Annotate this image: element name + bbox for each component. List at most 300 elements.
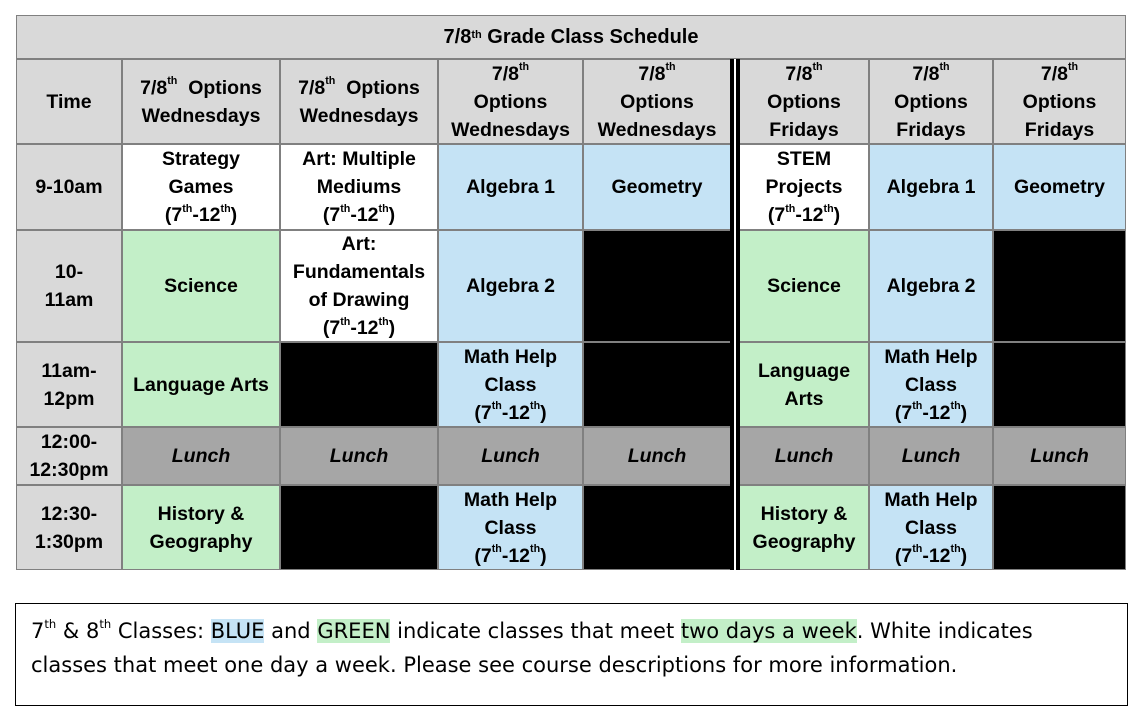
grade-to-sup: th bbox=[950, 543, 961, 556]
column-header-line bbox=[451, 60, 570, 88]
class-cell-text bbox=[753, 500, 856, 556]
class-name: Lunch bbox=[171, 445, 231, 467]
class-cell-text bbox=[133, 371, 269, 399]
grade-to-sup: th bbox=[950, 400, 961, 413]
time-slot-text bbox=[35, 173, 102, 201]
class-name: Class bbox=[904, 516, 958, 539]
grade-open-paren: ( bbox=[164, 204, 172, 226]
column-header-line-3: Fridays bbox=[1024, 118, 1095, 141]
grade-to-sup: th bbox=[823, 202, 834, 215]
time-slot-text bbox=[35, 500, 103, 556]
class-name-line bbox=[753, 528, 856, 556]
class-cell bbox=[280, 144, 438, 230]
class-cell-text bbox=[466, 272, 555, 300]
grade-open-paren: ( bbox=[322, 317, 330, 339]
column-header-line bbox=[767, 60, 841, 88]
class-cell-text bbox=[466, 173, 555, 201]
class-cell bbox=[438, 342, 583, 427]
column-header-2 bbox=[280, 59, 438, 144]
grade-open-paren: ( bbox=[894, 544, 902, 567]
column-header-line-3: Wednesdays bbox=[597, 118, 717, 141]
class-name-line bbox=[150, 528, 253, 556]
column-grade-sup: th bbox=[325, 75, 336, 88]
column-header-line bbox=[140, 74, 262, 102]
grade-dash: - bbox=[350, 204, 357, 226]
grade-range bbox=[884, 542, 977, 570]
class-cell-text bbox=[766, 145, 843, 229]
grade-range bbox=[302, 201, 416, 229]
class-name: Strategy bbox=[161, 148, 241, 170]
class-cell bbox=[739, 342, 869, 427]
class-cell bbox=[739, 144, 869, 230]
class-name-line bbox=[1014, 173, 1105, 201]
column-header-text bbox=[598, 60, 717, 144]
time-slot-label: 12:30pm bbox=[29, 459, 109, 481]
time-slot-label: 10- bbox=[54, 261, 84, 283]
column-header-line bbox=[894, 88, 968, 116]
class-name: Lunch bbox=[1030, 445, 1089, 467]
grade-dash: - bbox=[350, 317, 357, 339]
grade-close-paren: ) bbox=[833, 204, 841, 226]
class-cell-text bbox=[164, 272, 238, 300]
column-header-text bbox=[298, 74, 420, 130]
grade-to-sup: th bbox=[530, 543, 541, 556]
day-divider-line bbox=[730, 59, 734, 570]
grade-from: 7 bbox=[171, 204, 183, 226]
class-cell-text bbox=[150, 500, 253, 556]
class-cell bbox=[583, 230, 731, 342]
class-cell-text bbox=[884, 486, 977, 570]
class-cell-text bbox=[767, 272, 841, 300]
time-slot-text bbox=[41, 357, 96, 413]
column-grade-label: 7/8 bbox=[1040, 62, 1068, 85]
time-slot-cell bbox=[16, 342, 122, 427]
class-cell-text bbox=[775, 442, 834, 470]
grade-range bbox=[162, 201, 240, 229]
grade-to: 12 bbox=[356, 204, 379, 226]
time-slot-cell bbox=[16, 144, 122, 230]
legend-seven: 7 bbox=[31, 619, 45, 643]
column-header-line bbox=[298, 102, 420, 130]
grade-from-sup: th bbox=[491, 543, 502, 556]
column-header-line bbox=[767, 116, 841, 144]
class-name: History & bbox=[157, 502, 245, 525]
column-header-line bbox=[140, 102, 262, 130]
column-header-line bbox=[894, 116, 968, 144]
grade-open-paren: ( bbox=[322, 204, 330, 226]
class-name-line bbox=[775, 442, 834, 470]
column-grade-label: 7/8 bbox=[785, 62, 813, 85]
grade-dash: - bbox=[922, 544, 929, 567]
time-slot-label: 9-10am bbox=[35, 176, 103, 198]
grade-to: 12 bbox=[928, 544, 951, 567]
grade-dash: - bbox=[192, 204, 199, 226]
class-name-line bbox=[133, 371, 269, 399]
grade-to-sup: th bbox=[220, 202, 231, 215]
grade-range bbox=[464, 399, 557, 427]
time-column-header bbox=[16, 59, 122, 144]
class-cell bbox=[993, 230, 1126, 342]
class-cell bbox=[869, 144, 993, 230]
class-name: Language bbox=[757, 359, 851, 382]
time-slot-line bbox=[35, 173, 102, 201]
class-name-line bbox=[172, 442, 231, 470]
class-name-line bbox=[464, 514, 557, 542]
column-header-line-2: Options bbox=[620, 90, 694, 113]
class-name: Math Help bbox=[463, 488, 558, 511]
column-header-3 bbox=[438, 59, 583, 144]
legend-note bbox=[15, 603, 1128, 706]
time-slot-cell bbox=[16, 230, 122, 342]
class-name: Math Help bbox=[463, 345, 558, 368]
column-header-line bbox=[1023, 116, 1097, 144]
grade-close-paren: ) bbox=[230, 204, 238, 226]
legend-amp: & bbox=[56, 619, 86, 643]
time-slot-text bbox=[29, 428, 108, 484]
grade-from: 7 bbox=[774, 204, 786, 226]
day-divider-line bbox=[736, 59, 740, 570]
schedule-title: 7/8 $^{th}$ Grade Class Schedule bbox=[16, 15, 1126, 59]
class-name-line bbox=[753, 500, 856, 528]
class-cell bbox=[993, 427, 1126, 485]
class-cell bbox=[438, 427, 583, 485]
legend-eight-sup: th bbox=[99, 617, 112, 632]
grade-from: 7 bbox=[329, 204, 341, 226]
class-cell-text bbox=[1030, 442, 1089, 470]
class-cell bbox=[122, 427, 280, 485]
class-name: Science bbox=[767, 275, 841, 297]
column-header-options: Options bbox=[335, 76, 420, 99]
class-name-line bbox=[481, 442, 540, 470]
time-slot-label: 1:30pm bbox=[34, 530, 104, 553]
grade-from: 7 bbox=[480, 544, 492, 567]
class-cell bbox=[583, 342, 731, 427]
grade-dash: - bbox=[501, 401, 509, 424]
column-header-line-2: Wednesdays bbox=[141, 104, 261, 127]
column-header-line bbox=[598, 116, 717, 144]
class-name-line bbox=[884, 514, 977, 542]
column-header-text bbox=[894, 60, 968, 144]
class-cell-text bbox=[464, 486, 557, 570]
grade-dash: - bbox=[501, 544, 509, 567]
class-name: Lunch bbox=[329, 445, 389, 467]
grade-open-paren: ( bbox=[474, 544, 481, 567]
class-name: Lunch bbox=[627, 445, 687, 467]
class-name-line bbox=[293, 286, 425, 314]
class-cell-text bbox=[1014, 173, 1105, 201]
class-cell bbox=[739, 485, 869, 570]
class-cell-text bbox=[302, 145, 416, 229]
column-header-line bbox=[767, 88, 841, 116]
grade-from-sup: th bbox=[785, 202, 796, 215]
grade-from: 7 bbox=[329, 317, 341, 339]
class-cell-text bbox=[330, 442, 389, 470]
time-slot-line bbox=[45, 286, 94, 314]
class-name-line bbox=[611, 173, 702, 201]
column-grade-label: 7/8 bbox=[912, 62, 940, 85]
class-cell bbox=[869, 342, 993, 427]
class-cell-text bbox=[293, 230, 425, 342]
legend-green-highlight: GREEN bbox=[317, 619, 391, 643]
time-slot-label: 11am- bbox=[41, 359, 97, 382]
class-cell bbox=[993, 144, 1126, 230]
class-name: Art: Multiple bbox=[302, 148, 416, 170]
class-cell bbox=[739, 230, 869, 342]
time-header-label: Time bbox=[46, 90, 92, 113]
class-name-line bbox=[302, 173, 416, 201]
grade-from-sup: th bbox=[912, 543, 923, 556]
grade-to-sup: th bbox=[530, 400, 541, 413]
class-cell bbox=[122, 144, 280, 230]
column-header-line bbox=[598, 88, 717, 116]
class-name: of Drawing bbox=[308, 289, 410, 311]
grade-from: 7 bbox=[480, 401, 492, 424]
column-header-line-3: Fridays bbox=[769, 118, 839, 141]
class-cell bbox=[869, 485, 993, 570]
class-name-line bbox=[164, 272, 238, 300]
grade-from-sup: th bbox=[912, 400, 923, 413]
class-name: Class bbox=[484, 373, 537, 396]
time-slot-line bbox=[29, 428, 108, 456]
class-name-line bbox=[628, 442, 687, 470]
grade-close-paren: ) bbox=[388, 204, 396, 226]
class-name: Projects bbox=[765, 176, 843, 198]
grade-from-sup: th bbox=[182, 202, 193, 215]
column-header-line bbox=[1023, 88, 1097, 116]
column-header-text bbox=[451, 60, 570, 144]
class-cell bbox=[438, 230, 583, 342]
legend-blue-highlight: BLUE bbox=[210, 619, 265, 643]
column-header-6 bbox=[869, 59, 993, 144]
grade-close-paren: ) bbox=[388, 317, 396, 339]
class-name: Algebra 2 bbox=[886, 275, 976, 297]
class-cell bbox=[280, 230, 438, 342]
class-name: Arts bbox=[784, 387, 824, 410]
class-name: Geography bbox=[752, 530, 856, 553]
column-header-text bbox=[1023, 60, 1097, 144]
class-cell bbox=[739, 427, 869, 485]
column-header-line bbox=[894, 60, 968, 88]
column-grade-sup: th bbox=[812, 61, 823, 74]
class-cell bbox=[438, 485, 583, 570]
class-name: Class bbox=[484, 516, 537, 539]
class-name: Lunch bbox=[774, 445, 834, 467]
grade-close-paren: ) bbox=[960, 544, 968, 567]
grade-to: 12 bbox=[508, 401, 531, 424]
column-grade-label: 7/8 bbox=[140, 76, 168, 99]
grade-close-paren: ) bbox=[960, 401, 968, 424]
class-cell-text bbox=[887, 272, 976, 300]
class-cell bbox=[122, 230, 280, 342]
grade-to: 12 bbox=[928, 401, 951, 424]
grade-from-sup: th bbox=[491, 400, 502, 413]
time-slot-label: 11am bbox=[44, 289, 94, 311]
column-header-options: Options bbox=[177, 76, 262, 99]
class-name: Fundamentals bbox=[292, 261, 426, 283]
class-cell bbox=[993, 485, 1126, 570]
grade-to: 12 bbox=[198, 204, 221, 226]
legend-two-days-highlight: two days a week bbox=[680, 619, 857, 643]
class-cell-text bbox=[758, 357, 850, 413]
class-name-line bbox=[884, 343, 977, 371]
time-slot-line bbox=[41, 385, 96, 413]
class-cell bbox=[280, 485, 438, 570]
legend-rest: . White indicates classes that meet one day a week. Please see course descriptions for more information. bbox=[31, 619, 1033, 677]
class-name-line bbox=[464, 486, 557, 514]
grade-to: 12 bbox=[356, 317, 379, 339]
class-name: Geography bbox=[149, 530, 253, 553]
grade-to: 12 bbox=[801, 204, 824, 226]
class-name-line bbox=[464, 371, 557, 399]
class-name-line bbox=[1030, 442, 1089, 470]
column-header-line bbox=[451, 116, 570, 144]
time-slot-line bbox=[41, 357, 96, 385]
legend-indicate: indicate classes that meet bbox=[390, 619, 681, 643]
class-name: Math Help bbox=[884, 488, 978, 511]
class-name-line bbox=[884, 486, 977, 514]
class-name: Math Help bbox=[884, 345, 978, 368]
grade-range bbox=[884, 399, 977, 427]
column-header-line bbox=[298, 74, 420, 102]
grade-open-paren: ( bbox=[474, 401, 481, 424]
class-name-line bbox=[162, 173, 240, 201]
class-name-line bbox=[887, 173, 976, 201]
class-name-line bbox=[767, 272, 841, 300]
time-slot-label: 12pm bbox=[43, 387, 95, 410]
grade-range bbox=[766, 201, 843, 229]
class-cell-text bbox=[611, 173, 702, 201]
grade-dash: - bbox=[795, 204, 802, 226]
class-cell bbox=[993, 342, 1126, 427]
class-name-line bbox=[150, 500, 253, 528]
class-name-line bbox=[902, 442, 961, 470]
time-slot-label: 12:00- bbox=[40, 431, 98, 453]
class-name: Lunch bbox=[481, 445, 540, 467]
time-slot-line bbox=[29, 456, 108, 484]
class-name-line bbox=[758, 357, 850, 385]
class-name: Language Arts bbox=[133, 373, 269, 396]
class-cell bbox=[869, 427, 993, 485]
column-header-1 bbox=[122, 59, 280, 144]
grade-open-paren: ( bbox=[767, 204, 775, 226]
class-name-line bbox=[766, 145, 843, 173]
grade-range bbox=[464, 542, 557, 570]
time-slot-text bbox=[45, 258, 94, 314]
class-name-line bbox=[162, 145, 240, 173]
column-header-line-2: Options bbox=[894, 90, 968, 113]
class-name: Art: bbox=[341, 233, 377, 255]
class-cell bbox=[122, 342, 280, 427]
column-header-text bbox=[767, 60, 841, 144]
class-name-line bbox=[293, 258, 425, 286]
class-name: Algebra 1 bbox=[886, 176, 976, 198]
class-cell bbox=[438, 144, 583, 230]
grade-from: 7 bbox=[901, 544, 913, 567]
class-name: Science bbox=[164, 275, 238, 297]
column-grade-label: 7/8 bbox=[298, 76, 326, 99]
column-grade-sup: th bbox=[167, 75, 178, 88]
time-slot-cell bbox=[16, 427, 122, 485]
class-name-line bbox=[887, 272, 976, 300]
column-header-line-3: Wednesdays bbox=[451, 118, 570, 141]
column-header-line bbox=[451, 88, 570, 116]
class-cell-text bbox=[172, 442, 231, 470]
class-cell-text bbox=[887, 173, 976, 201]
time-slot-cell bbox=[16, 485, 122, 570]
grade-from-sup: th bbox=[340, 202, 351, 215]
class-name-line bbox=[766, 173, 843, 201]
column-header-text bbox=[140, 74, 262, 130]
class-name: Geometry bbox=[611, 176, 703, 198]
class-schedule-table bbox=[16, 15, 1126, 570]
class-name-line bbox=[884, 371, 977, 399]
class-name: History & bbox=[760, 502, 848, 525]
class-cell bbox=[280, 342, 438, 427]
grade-close-paren: ) bbox=[540, 401, 547, 424]
grade-close-paren: ) bbox=[540, 544, 547, 567]
class-name-line bbox=[330, 442, 389, 470]
column-grade-label: 7/8 bbox=[638, 62, 666, 85]
class-cell bbox=[583, 485, 731, 570]
grade-from-sup: th bbox=[340, 315, 351, 328]
class-cell-text bbox=[464, 343, 557, 427]
class-cell-text bbox=[628, 442, 687, 470]
class-name: Geometry bbox=[1013, 176, 1106, 198]
time-slot-line bbox=[35, 528, 103, 556]
class-name-line bbox=[758, 385, 850, 413]
class-name: Algebra 2 bbox=[466, 275, 555, 297]
column-header-line bbox=[598, 60, 717, 88]
class-cell-text bbox=[162, 145, 240, 229]
grade-dash: - bbox=[922, 401, 929, 424]
legend-classes: Classes: bbox=[111, 619, 211, 643]
class-name: Class bbox=[904, 373, 958, 396]
class-cell bbox=[122, 485, 280, 570]
class-name: Algebra 1 bbox=[466, 176, 555, 198]
legend-and: and bbox=[264, 619, 318, 643]
class-name-line bbox=[466, 272, 555, 300]
class-name-line bbox=[302, 145, 416, 173]
class-name: Games bbox=[168, 176, 234, 198]
column-header-7 bbox=[993, 59, 1126, 144]
time-slot-label: 12:30- bbox=[40, 502, 98, 525]
column-header-line-3: Fridays bbox=[896, 118, 966, 141]
column-header-line-2: Options bbox=[473, 90, 548, 113]
class-cell bbox=[583, 427, 731, 485]
legend-eight: 8 bbox=[85, 619, 100, 643]
class-cell bbox=[583, 144, 731, 230]
class-cell bbox=[869, 230, 993, 342]
column-header-line-2: Wednesdays bbox=[299, 104, 419, 127]
class-name: Mediums bbox=[316, 176, 402, 198]
class-name-line bbox=[466, 173, 555, 201]
class-cell bbox=[280, 427, 438, 485]
class-name: Lunch bbox=[901, 445, 961, 467]
class-cell-text bbox=[902, 442, 961, 470]
column-header-line-2: Options bbox=[767, 90, 841, 113]
column-grade-sup: th bbox=[518, 61, 530, 74]
class-name-line bbox=[464, 343, 557, 371]
column-grade-sup: th bbox=[1067, 61, 1079, 74]
time-slot-line bbox=[35, 500, 103, 528]
grade-open-paren: ( bbox=[894, 401, 902, 424]
grade-range bbox=[293, 314, 425, 342]
class-cell-text bbox=[884, 343, 977, 427]
grade-to: 12 bbox=[508, 544, 531, 567]
title-prefix: 7/8 bbox=[443, 25, 472, 48]
column-grade-sup: th bbox=[665, 61, 676, 74]
class-cell-text bbox=[481, 442, 540, 470]
